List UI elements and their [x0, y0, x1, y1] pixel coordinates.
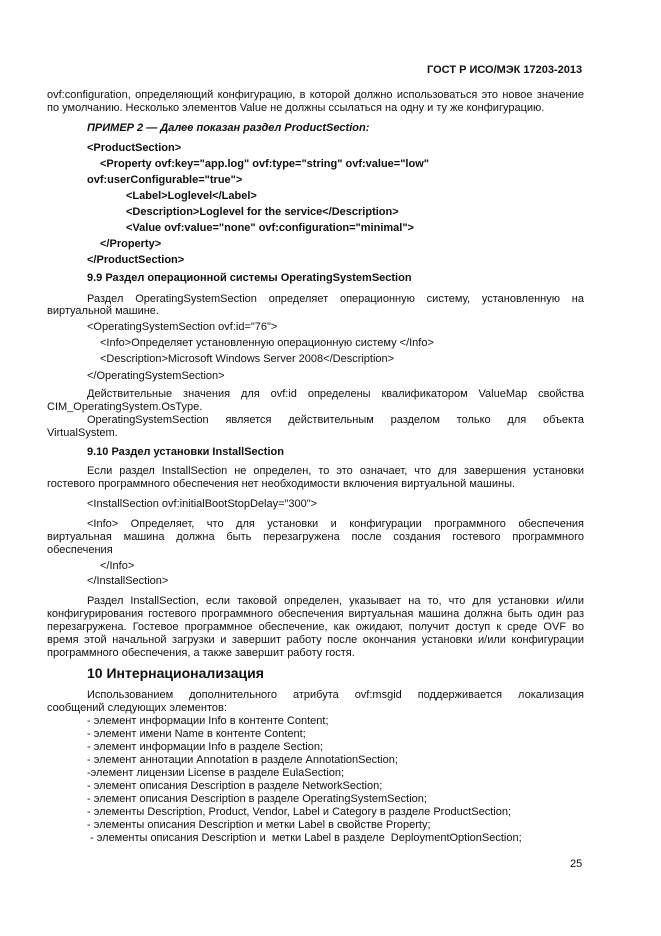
code-line: <InstallSection ovf:initialBootStopDelay="300"> [87, 498, 318, 510]
code-line: </InstallSection> [87, 575, 169, 587]
code-line: ovf:userConfigurable="true"> [87, 174, 243, 186]
paragraph-line: CIM_OperatingSystem.OsType. [47, 401, 203, 413]
code-line: <ProductSection> [87, 142, 182, 154]
list-item: - элемент описания Description в разделе NetworkSection; [87, 780, 383, 792]
code-line: </Info> [100, 560, 135, 572]
code-line: </ProductSection> [87, 254, 185, 266]
intro-line-1: ovf:configuration, определяющий конфигурацию, в которой должно использоваться это новое значение [47, 89, 584, 101]
list-item: - элемент описания Description в разделе OperatingSystemSection; [87, 793, 427, 805]
list-item: - элемент информации Info в разделе Section; [87, 741, 324, 753]
paragraph-line: виртуальной машине. [47, 305, 159, 317]
paragraph-line: Использованием дополнительного атрибута ovf:msgid поддерживается локализация [87, 689, 584, 701]
paragraph-line: время этой начальной загрузки и завершит работу после окончания установки и/или конфигурации [47, 634, 584, 646]
paragraph-line: перезагружена. Гостевое программное обеспечение, как ожидают, получит доступ к среде OVF во [47, 621, 584, 633]
paragraph-line: сообщений следующих элементов: [47, 702, 227, 714]
list-item: - элементы описания Description и метки Label в свойстве Property; [87, 819, 431, 831]
code-line: <Description>Microsoft Windows Server 2008</Description> [100, 353, 395, 365]
paragraph-line: Раздел InstallSection, если таковой определен, указывает на то, что для установки и/или [87, 595, 584, 607]
paragraph-line: программного обеспечения, а также завершит работу гостя. [47, 647, 355, 659]
paragraph-line: Если раздел InstallSection не определен, то это означает, что для завершения установки [87, 465, 584, 477]
intro-line-2: по умолчанию. Несколько элементов Value не должны ссылаться на одну и ту же конфигурацию. [47, 102, 545, 114]
list-item: - элемент аннотации Annotation в разделе AnnotationSection; [87, 754, 398, 766]
paragraph-line: виртуальная машина должна быть перезагружена после создания гостевого программного [47, 531, 584, 543]
list-item: - элементы Description, Product, Vendor, Label и Category в разделе ProductSection; [87, 806, 511, 818]
list-item: - элемент информации Info в контенте Content; [87, 715, 329, 727]
code-line: </Property> [100, 238, 162, 250]
section-heading-9-10: 9.10 Раздел установки InstallSection [87, 446, 284, 458]
code-line: </OperatingSystemSection> [87, 370, 225, 382]
list-item: - элементы описания Description и метки Label в разделе DeploymentOptionSection; [87, 832, 522, 844]
list-item: -элемент лицензии License в разделе EulaSection; [87, 767, 345, 779]
page-number: 25 [570, 858, 583, 870]
standard-header: ГОСТ Р ИСО/МЭК 17203-2013 [427, 64, 583, 76]
paragraph-line: <Info> Определяет, что для установки и конфигурации программного обеспечения [87, 518, 584, 530]
code-line: <Label>Loglevel</Label> [126, 190, 257, 202]
code-line: <OperatingSystemSection ovf:id="76"> [87, 321, 278, 333]
code-line: <Description>Loglevel for the service</Description> [126, 206, 399, 218]
section-heading-10: 10 Интернационализация [87, 665, 264, 681]
code-line: <Property ovf:key="app.log" ovf:type="string" ovf:value="low" [100, 158, 429, 170]
paragraph-line: конфигурирования гостевого программного обеспечения виртуальная машина должна быть один раз [47, 608, 584, 620]
code-line: <Info>Определяет установленную операционную систему </Info> [100, 337, 434, 349]
code-line: <Value ovf:value="none" ovf:configuration="minimal"> [126, 222, 414, 234]
section-heading-9-9: 9.9 Раздел операционной системы OperatingSystemSection [87, 272, 412, 284]
paragraph-line: обеспечения [47, 544, 113, 556]
paragraph-line: VirtualSystem. [47, 427, 118, 439]
paragraph-line: OperatingSystemSection является действительным разделом только для объекта [87, 414, 584, 426]
paragraph-line: гостевого программного обеспечения нет необходимости включения виртуальной машины. [47, 478, 516, 490]
list-item: - элемент имени Name в контенте Content; [87, 728, 306, 740]
example-caption: ПРИМЕР 2 — Далее показан раздел ProductSection: [87, 122, 370, 134]
paragraph-line: Раздел OperatingSystemSection определяет операционную систему, установленную на [87, 293, 584, 305]
paragraph-line: Действительные значения для ovf:id определены квалификатором ValueMap свойства [87, 388, 584, 400]
